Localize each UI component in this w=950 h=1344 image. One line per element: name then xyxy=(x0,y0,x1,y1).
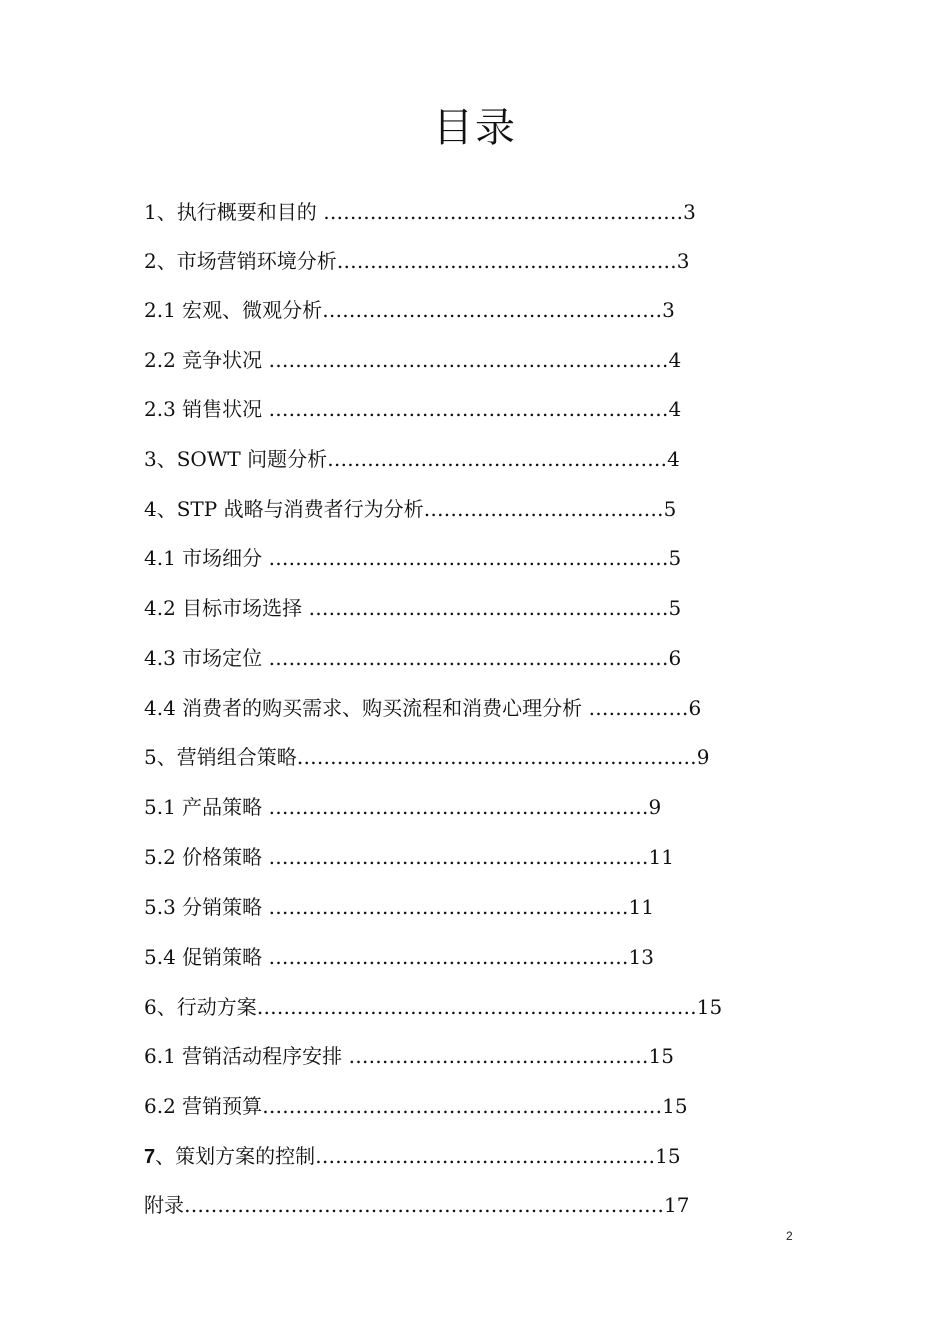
toc-entry-text: 4.1 市场细分 ……………………………………………………5 xyxy=(144,546,682,570)
toc-entry-text: 2、市场营销环境分析……………………………………………3 xyxy=(144,249,690,273)
toc-entry[interactable] xyxy=(144,294,675,326)
toc-entry[interactable] xyxy=(144,344,681,376)
toc-entry-text: 6.1 营销活动程序安排 ………………………………………15 xyxy=(144,1044,674,1068)
toc-entry[interactable] xyxy=(144,1040,674,1072)
toc-entry[interactable] xyxy=(144,941,654,973)
toc-entry-text: 、策划方案的控制……………………………………………15 xyxy=(155,1144,681,1168)
toc-entry[interactable] xyxy=(144,841,674,873)
toc-entry-text: 2.1 宏观、微观分析……………………………………………3 xyxy=(144,298,675,322)
toc-entry-text: 6.2 营销预算……………………………………………………15 xyxy=(144,1094,688,1118)
toc-entry[interactable] xyxy=(144,196,696,228)
toc-entry-text: 5、营销组合策略……………………………………………………9 xyxy=(144,745,710,769)
toc-entry[interactable] xyxy=(144,493,676,525)
toc-entry[interactable] xyxy=(144,592,681,624)
toc-entry[interactable] xyxy=(144,692,701,724)
toc-entry-text: 4.2 目标市场选择 ………………………………………………5 xyxy=(144,596,682,620)
toc-entry[interactable] xyxy=(144,1090,688,1122)
toc-entry-text: 3、SOWT 问题分析……………………………………………4 xyxy=(144,447,680,471)
toc-entry[interactable] xyxy=(144,443,680,475)
toc-entry[interactable] xyxy=(144,1189,689,1221)
toc-entry[interactable] xyxy=(144,1140,681,1172)
toc-entry[interactable] xyxy=(144,542,681,574)
toc-entry[interactable] xyxy=(144,791,661,823)
toc-entry-text: 4、STP 战略与消费者行为分析………………………………5 xyxy=(144,497,677,521)
toc-entry[interactable] xyxy=(144,393,681,425)
toc-entry[interactable] xyxy=(144,991,722,1023)
toc-entry-text: 附录………………………………………………………………17 xyxy=(144,1193,690,1217)
toc-entry[interactable] xyxy=(144,245,689,277)
toc-entry-text: 2.2 竞争状况 ……………………………………………………4 xyxy=(144,348,682,372)
toc-entry-text: 5.3 分销策略 ………………………………………………11 xyxy=(144,895,654,919)
toc-entry-text: 1、执行概要和目的 ………………………………………………3 xyxy=(144,200,696,224)
toc-entry-text: 5.4 促销策略 ………………………………………………13 xyxy=(144,945,654,969)
toc-entry-text: 6、行动方案…………………………………………………………15 xyxy=(144,995,723,1019)
toc-entry[interactable] xyxy=(144,741,709,773)
toc-entry-number: 7 xyxy=(144,1146,156,1168)
toc-entry[interactable] xyxy=(144,642,681,674)
toc-entry-text: 2.3 销售状况 ……………………………………………………4 xyxy=(144,397,682,421)
page-number: 2 xyxy=(786,1229,793,1243)
toc-entry-text: 4.3 市场定位 ……………………………………………………6 xyxy=(144,646,682,670)
toc-entry[interactable] xyxy=(144,891,654,923)
toc-entry-text: 5.2 价格策略 …………………………………………………11 xyxy=(144,845,674,869)
toc-entry-text: 4.4 消费者的购买需求、购买流程和消费心理分析 ……………6 xyxy=(144,696,702,720)
toc-title: 目录 xyxy=(433,105,517,151)
toc-entry-text: 5.1 产品策略 …………………………………………………9 xyxy=(144,795,662,819)
